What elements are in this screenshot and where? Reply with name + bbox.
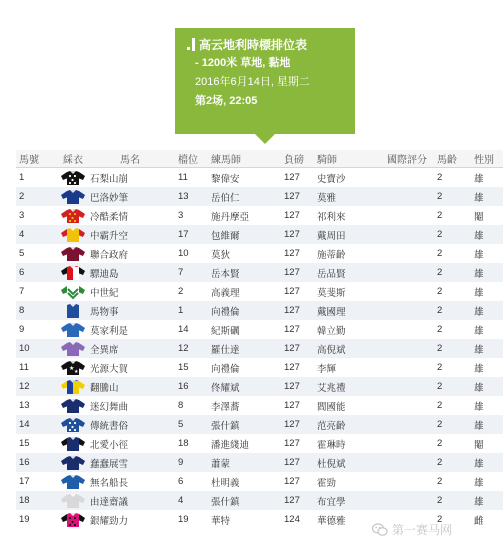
cell-horse-name: 銀耀勁力 bbox=[90, 515, 129, 527]
cell-jockey: 史寶沙 bbox=[317, 173, 346, 185]
race-info-box bbox=[175, 28, 355, 134]
race-date: 2016年6月14日, 星期二 bbox=[195, 76, 310, 88]
cell-sex: 雄 bbox=[474, 325, 484, 337]
cell-rating bbox=[387, 320, 443, 339]
cell-horse-name: 中世紀 bbox=[90, 287, 119, 299]
cell-trainer: 岳伯仁 bbox=[211, 192, 240, 204]
cell-weight: 127 bbox=[284, 495, 300, 506]
cell-jockey: 范亮齡 bbox=[317, 420, 346, 432]
cell-draw: 19 bbox=[178, 514, 189, 525]
cell-age: 2 bbox=[437, 457, 443, 468]
cell-age: 2 bbox=[437, 191, 443, 202]
cell-age: 2 bbox=[437, 495, 443, 506]
cell-draw: 8 bbox=[178, 400, 184, 411]
cell-rating bbox=[387, 396, 443, 415]
header-sex: 性別 bbox=[474, 155, 494, 166]
table-row bbox=[16, 301, 503, 320]
wechat-icon bbox=[372, 523, 388, 537]
cell-horse-no: 9 bbox=[19, 324, 25, 335]
cell-jockey: 岳品賢 bbox=[317, 268, 346, 280]
cell-age: 2 bbox=[437, 229, 443, 240]
watermark-text: 第一赛马网 bbox=[392, 523, 453, 537]
cell-draw: 13 bbox=[178, 191, 189, 202]
cell-jockey: 莫雅 bbox=[317, 192, 337, 204]
cell-silk bbox=[58, 472, 88, 491]
jockey-silk-icon bbox=[60, 397, 86, 414]
cell-horse-no: 10 bbox=[19, 343, 30, 354]
cell-age: 2 bbox=[437, 172, 443, 183]
cell-horse-no: 15 bbox=[19, 438, 30, 449]
cell-weight: 127 bbox=[284, 476, 300, 487]
cell-rating bbox=[387, 358, 443, 377]
cell-sex: 雄 bbox=[474, 173, 484, 185]
jockey-silk-icon bbox=[60, 492, 86, 509]
cell-sex: 雄 bbox=[474, 420, 484, 432]
cell-silk bbox=[58, 301, 88, 320]
table-row bbox=[16, 434, 503, 453]
cell-jockey: 布宜學 bbox=[317, 496, 346, 508]
info-box-pointer bbox=[255, 134, 275, 144]
cell-jockey: 杜倪斌 bbox=[317, 458, 346, 470]
jockey-silk-icon bbox=[60, 245, 86, 262]
race-distance: - 1200米 草地, 黏地 bbox=[195, 57, 291, 69]
cell-jockey: 霍琳時 bbox=[317, 439, 346, 451]
cell-age: 2 bbox=[437, 476, 443, 487]
jockey-silk-icon bbox=[60, 226, 86, 243]
cell-weight: 127 bbox=[284, 362, 300, 373]
cell-horse-name: 冷酷柔情 bbox=[90, 211, 129, 223]
cell-silk bbox=[58, 339, 88, 358]
cell-trainer: 施丹摩亞 bbox=[211, 211, 250, 223]
table-row bbox=[16, 396, 503, 415]
cell-trainer: 佟耀斌 bbox=[211, 382, 240, 394]
cell-trainer: 紀斯礪 bbox=[211, 325, 240, 337]
cell-trainer: 潘進綫迪 bbox=[211, 439, 250, 451]
cell-sex: 閹 bbox=[474, 439, 484, 451]
cell-trainer: 杜明義 bbox=[211, 477, 240, 489]
cell-weight: 127 bbox=[284, 343, 300, 354]
table-row bbox=[16, 263, 503, 282]
cell-weight: 127 bbox=[284, 172, 300, 183]
cell-horse-no: 8 bbox=[19, 305, 25, 316]
cell-horse-no: 6 bbox=[19, 267, 25, 278]
cell-draw: 18 bbox=[178, 438, 189, 449]
table-row bbox=[16, 453, 503, 472]
title-dot bbox=[187, 47, 190, 50]
header-age: 馬齡 bbox=[437, 155, 457, 166]
table-header-row bbox=[16, 150, 503, 168]
cell-sex: 雄 bbox=[474, 192, 484, 204]
cell-age: 2 bbox=[437, 343, 443, 354]
cell-draw: 7 bbox=[178, 267, 184, 278]
cell-horse-name: 翻騰山 bbox=[90, 382, 119, 394]
cell-weight: 127 bbox=[284, 381, 300, 392]
jockey-silk-icon bbox=[60, 416, 86, 433]
cell-horse-no: 14 bbox=[19, 419, 30, 430]
cell-silk bbox=[58, 358, 88, 377]
cell-horse-no: 11 bbox=[19, 362, 29, 373]
cell-trainer: 張什鎮 bbox=[211, 420, 240, 432]
cell-silk bbox=[58, 263, 88, 282]
cell-horse-name: 迷幻舞曲 bbox=[90, 401, 129, 413]
cell-horse-name: 蠢蠢展雪 bbox=[90, 458, 129, 470]
cell-trainer: 莫狄 bbox=[211, 249, 231, 261]
cell-weight: 127 bbox=[284, 210, 300, 221]
cell-rating bbox=[387, 187, 443, 206]
cell-draw: 16 bbox=[178, 381, 189, 392]
jockey-silk-icon bbox=[60, 435, 86, 452]
header-trainer: 練馬師 bbox=[211, 155, 241, 166]
cell-sex: 雄 bbox=[474, 306, 484, 318]
cell-horse-no: 3 bbox=[19, 210, 25, 221]
table-row bbox=[16, 339, 503, 358]
jockey-silk-icon bbox=[60, 169, 86, 186]
cell-trainer: 張什鎮 bbox=[211, 496, 240, 508]
cell-horse-no: 12 bbox=[19, 381, 30, 392]
cell-sex: 雄 bbox=[474, 249, 484, 261]
cell-horse-no: 19 bbox=[19, 514, 30, 525]
cell-horse-name: 全異席 bbox=[90, 344, 119, 356]
cell-age: 2 bbox=[437, 305, 443, 316]
cell-weight: 127 bbox=[284, 419, 300, 430]
cell-draw: 1 bbox=[178, 305, 184, 316]
cell-jockey: 艾兆禮 bbox=[317, 382, 346, 394]
cell-silk bbox=[58, 225, 88, 244]
table-row bbox=[16, 320, 503, 339]
cell-age: 2 bbox=[437, 286, 443, 297]
cell-silk bbox=[58, 434, 88, 453]
cell-draw: 3 bbox=[178, 210, 184, 221]
cell-horse-no: 7 bbox=[19, 286, 25, 297]
cell-weight: 124 bbox=[284, 514, 300, 525]
cell-weight: 127 bbox=[284, 267, 300, 278]
cell-horse-no: 13 bbox=[19, 400, 30, 411]
cell-weight: 127 bbox=[284, 286, 300, 297]
cell-horse-name: 無名船長 bbox=[90, 477, 129, 489]
cell-jockey: 祁利來 bbox=[317, 211, 346, 223]
jockey-silk-icon bbox=[60, 511, 86, 528]
cell-silk bbox=[58, 453, 88, 472]
cell-sex: 雄 bbox=[474, 477, 484, 489]
header-horse-name: 馬名 bbox=[120, 155, 140, 166]
cell-rating bbox=[387, 377, 443, 396]
cell-weight: 127 bbox=[284, 438, 300, 449]
cell-age: 2 bbox=[437, 381, 443, 392]
cell-weight: 127 bbox=[284, 457, 300, 468]
cell-draw: 2 bbox=[178, 286, 184, 297]
cell-sex: 雄 bbox=[474, 268, 484, 280]
cell-sex: 雄 bbox=[474, 401, 484, 413]
cell-draw: 9 bbox=[178, 457, 184, 468]
cell-trainer: 蕭蒙 bbox=[211, 458, 231, 470]
cell-horse-no: 18 bbox=[19, 495, 30, 506]
cell-silk bbox=[58, 510, 88, 529]
cell-rating bbox=[387, 339, 443, 358]
cell-horse-name: 傳統書俗 bbox=[90, 420, 129, 432]
jockey-silk-icon bbox=[60, 359, 86, 376]
cell-weight: 127 bbox=[284, 305, 300, 316]
jockey-silk-icon bbox=[60, 207, 86, 224]
cell-silk bbox=[58, 320, 88, 339]
cell-horse-name: 聯合政府 bbox=[90, 249, 129, 261]
cell-draw: 15 bbox=[178, 362, 189, 373]
jockey-silk-icon bbox=[60, 473, 86, 490]
cell-weight: 127 bbox=[284, 248, 300, 259]
cell-horse-name: 中霸升空 bbox=[90, 230, 129, 242]
cell-horse-no: 2 bbox=[19, 191, 25, 202]
cell-rating bbox=[387, 244, 443, 263]
cell-draw: 10 bbox=[178, 248, 189, 259]
cell-jockey: 戴國理 bbox=[317, 306, 346, 318]
jockey-silk-icon bbox=[60, 378, 86, 395]
cell-trainer: 羅仕達 bbox=[211, 344, 240, 356]
cell-age: 2 bbox=[437, 248, 443, 259]
cell-age: 2 bbox=[437, 324, 443, 335]
cell-horse-name: 莫家利是 bbox=[90, 325, 129, 337]
cell-weight: 127 bbox=[284, 191, 300, 202]
table-row bbox=[16, 187, 503, 206]
cell-silk bbox=[58, 396, 88, 415]
cell-weight: 127 bbox=[284, 400, 300, 411]
watermark bbox=[372, 521, 452, 538]
cell-sex: 雄 bbox=[474, 496, 484, 508]
jockey-silk-icon bbox=[60, 188, 86, 205]
cell-silk bbox=[58, 187, 88, 206]
cell-sex: 雄 bbox=[474, 344, 484, 356]
title-bar bbox=[192, 38, 195, 51]
cell-sex: 雄 bbox=[474, 382, 484, 394]
race-number-time: 第2场, 22:05 bbox=[195, 95, 258, 107]
cell-age: 2 bbox=[437, 514, 443, 525]
table-row bbox=[16, 377, 503, 396]
cell-horse-no: 4 bbox=[19, 229, 25, 240]
cell-rating bbox=[387, 301, 443, 320]
cell-jockey: 李輝 bbox=[317, 363, 337, 375]
cell-horse-no: 17 bbox=[19, 476, 30, 487]
cell-jockey: 高倪斌 bbox=[317, 344, 346, 356]
jockey-silk-icon bbox=[60, 321, 86, 338]
table-row bbox=[16, 472, 503, 491]
cell-age: 2 bbox=[437, 400, 443, 411]
table-row bbox=[16, 358, 503, 377]
cell-horse-name: 巴洛妙筆 bbox=[90, 192, 129, 204]
header-rating: 國際評分 bbox=[387, 155, 427, 166]
table-row bbox=[16, 244, 503, 263]
cell-silk bbox=[58, 206, 88, 225]
header-horse-no: 馬號 bbox=[19, 155, 39, 166]
cell-trainer: 包維爾 bbox=[211, 230, 240, 242]
cell-sex: 雄 bbox=[474, 287, 484, 299]
cell-sex: 雄 bbox=[474, 458, 484, 470]
cell-horse-name: 驃迪島 bbox=[90, 268, 119, 280]
cell-jockey: 施蒂齡 bbox=[317, 249, 346, 261]
cell-age: 2 bbox=[437, 438, 443, 449]
cell-sex: 雄 bbox=[474, 230, 484, 242]
cell-horse-name: 光源大賀 bbox=[90, 363, 129, 375]
race-title bbox=[187, 36, 345, 54]
cell-rating bbox=[387, 453, 443, 472]
cell-age: 2 bbox=[437, 267, 443, 278]
cell-rating bbox=[387, 263, 443, 282]
cell-trainer: 黎偉安 bbox=[211, 173, 240, 185]
cell-rating bbox=[387, 282, 443, 301]
table-body bbox=[16, 168, 503, 529]
cell-jockey: 華德雅 bbox=[317, 515, 346, 527]
table-row bbox=[16, 225, 503, 244]
cell-horse-no: 5 bbox=[19, 248, 25, 259]
cell-draw: 6 bbox=[178, 476, 184, 487]
cell-age: 2 bbox=[437, 362, 443, 373]
cell-silk bbox=[58, 377, 88, 396]
cell-draw: 14 bbox=[178, 324, 189, 335]
cell-trainer: 華特 bbox=[211, 515, 231, 527]
jockey-silk-icon bbox=[60, 283, 86, 300]
cell-jockey: 霍勁 bbox=[317, 477, 337, 489]
cell-trainer: 向禮倫 bbox=[211, 363, 240, 375]
header-silk: 綵衣 bbox=[63, 155, 83, 166]
cell-horse-name: 由達齋議 bbox=[90, 496, 129, 508]
cell-rating bbox=[387, 472, 443, 491]
header-jockey: 騎師 bbox=[317, 155, 337, 166]
cell-silk bbox=[58, 491, 88, 510]
cell-trainer: 高義理 bbox=[211, 287, 240, 299]
cell-jockey: 閻國能 bbox=[317, 401, 346, 413]
cell-age: 2 bbox=[437, 210, 443, 221]
cell-rating bbox=[387, 168, 443, 187]
cell-rating bbox=[387, 491, 443, 510]
jockey-silk-icon bbox=[60, 454, 86, 471]
cell-sex: 雄 bbox=[474, 363, 484, 375]
cell-silk bbox=[58, 168, 88, 187]
cell-trainer: 岳本賢 bbox=[211, 268, 240, 280]
cell-jockey: 韓立勤 bbox=[317, 325, 346, 337]
cell-draw: 4 bbox=[178, 495, 184, 506]
cell-rating bbox=[387, 415, 443, 434]
table-row bbox=[16, 168, 503, 187]
cell-silk bbox=[58, 415, 88, 434]
cell-draw: 12 bbox=[178, 343, 189, 354]
cell-sex: 雌 bbox=[474, 515, 484, 527]
cell-rating bbox=[387, 206, 443, 225]
cell-sex: 閹 bbox=[474, 211, 484, 223]
header-weight: 負磅 bbox=[284, 155, 304, 166]
cell-horse-no: 16 bbox=[19, 457, 30, 468]
table-row bbox=[16, 206, 503, 225]
cell-rating bbox=[387, 225, 443, 244]
cell-horse-no: 1 bbox=[19, 172, 25, 183]
svg-text:★: ★ bbox=[74, 369, 79, 375]
cell-trainer: 向禮倫 bbox=[211, 306, 240, 318]
table-row bbox=[16, 491, 503, 510]
cell-silk bbox=[58, 282, 88, 301]
cell-rating bbox=[387, 434, 443, 453]
jockey-silk-icon bbox=[60, 264, 86, 281]
cell-draw: 5 bbox=[178, 419, 184, 430]
cell-weight: 127 bbox=[284, 324, 300, 335]
table-row bbox=[16, 282, 503, 301]
race-title-text: 高云地利時標排位表 bbox=[199, 38, 308, 52]
cell-trainer: 李澤蕎 bbox=[211, 401, 240, 413]
entries-table bbox=[16, 150, 503, 529]
jockey-silk-icon bbox=[60, 302, 86, 319]
cell-draw: 17 bbox=[178, 229, 189, 240]
svg-text:★: ★ bbox=[69, 366, 75, 372]
cell-jockey: 莫斐斯 bbox=[317, 287, 346, 299]
cell-horse-name: 石梨山崩 bbox=[90, 173, 129, 185]
header-draw: 檔位 bbox=[178, 155, 198, 166]
cell-silk bbox=[58, 244, 88, 263]
jockey-silk-icon bbox=[60, 340, 86, 357]
cell-draw: 11 bbox=[178, 172, 188, 183]
cell-age: 2 bbox=[437, 419, 443, 430]
table-row bbox=[16, 415, 503, 434]
cell-weight: 127 bbox=[284, 229, 300, 240]
cell-jockey: 戴周田 bbox=[317, 230, 346, 242]
cell-horse-name: 北愛小徑 bbox=[90, 439, 129, 451]
cell-horse-name: 馬物事 bbox=[90, 306, 119, 318]
